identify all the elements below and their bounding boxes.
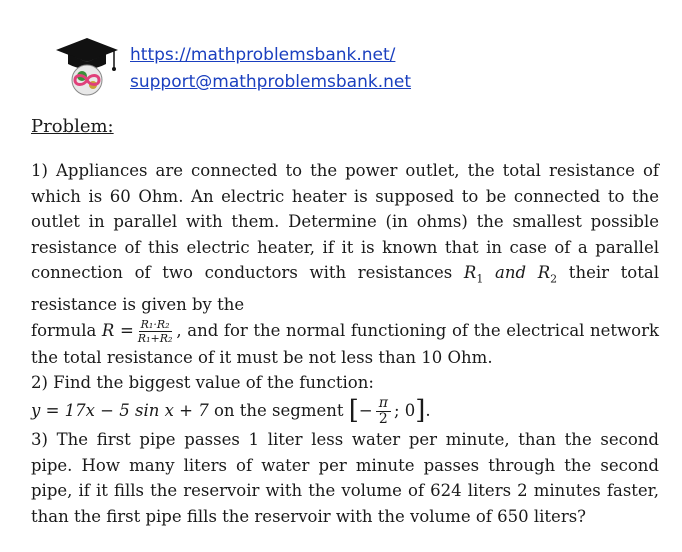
pi-over-two [376,396,391,427]
left-bracket: [ [348,395,359,426]
header-links [130,42,411,96]
problem-1 [31,158,659,318]
fraction-denominator: R₁+R₂ [137,331,173,345]
problem-1-text-b: their total resistance is given by the [31,263,659,315]
formula-tail: , and for the normal functioning of the electrical network the total resistance of it must be not less than 10 Ohm. [31,320,659,367]
problem-label: Problem: [31,116,114,137]
resistance-fraction [136,318,175,345]
formula-lead: formula [31,320,102,340]
formula-line [31,318,659,371]
problem-2-intro: 2) Find the biggest value of the function: [31,373,374,393]
minus-sign: − [358,401,373,421]
segment-end: ; 0 [393,401,416,421]
problem-1-text: 1) Appliances are connected to the power outlet, the total resistance of which is 60 Ohm. An electric heater is supposed to be connected to the outlet in parallel with them. Determine (in ohms) the smallest possible resistance of this electric heater, if it is known that in case of a parallel connection of two conductors with resistances [31,161,659,283]
and-word: and [483,263,538,283]
two-symbol: 2 [378,411,388,428]
problem-content [31,158,659,529]
problem-3: 3) The first pipe passes 1 liter less water per minute, than the second pipe. How many liters of water per minute passes through the second pipe, if it fills the reservoir with the volume of 624 liters 2 minutes faster, than the first pipe fills the reservoir with the volume of 650 liters? [31,430,659,526]
r1-symbol: $R_1$ [463,263,484,286]
problem-2-function [31,396,659,427]
support-email-link[interactable]: support@mathproblemsbank.net [130,72,412,92]
segment-text: on the segment [208,401,349,421]
header [54,36,454,100]
site-link[interactable]: https://mathproblemsbank.net/ [130,45,396,65]
right-bracket: ] [415,395,426,426]
r2-symbol: $R_2$ [537,263,558,286]
fraction-numerator: R₁·R₂ [140,317,170,331]
formula-lhs: R = [101,320,134,340]
graduation-cap-infinity-logo [54,36,120,98]
period: . [425,401,431,421]
function-expression: y = 17x − 5 sin x + 7 [31,401,209,421]
pi-symbol: π [376,396,391,412]
